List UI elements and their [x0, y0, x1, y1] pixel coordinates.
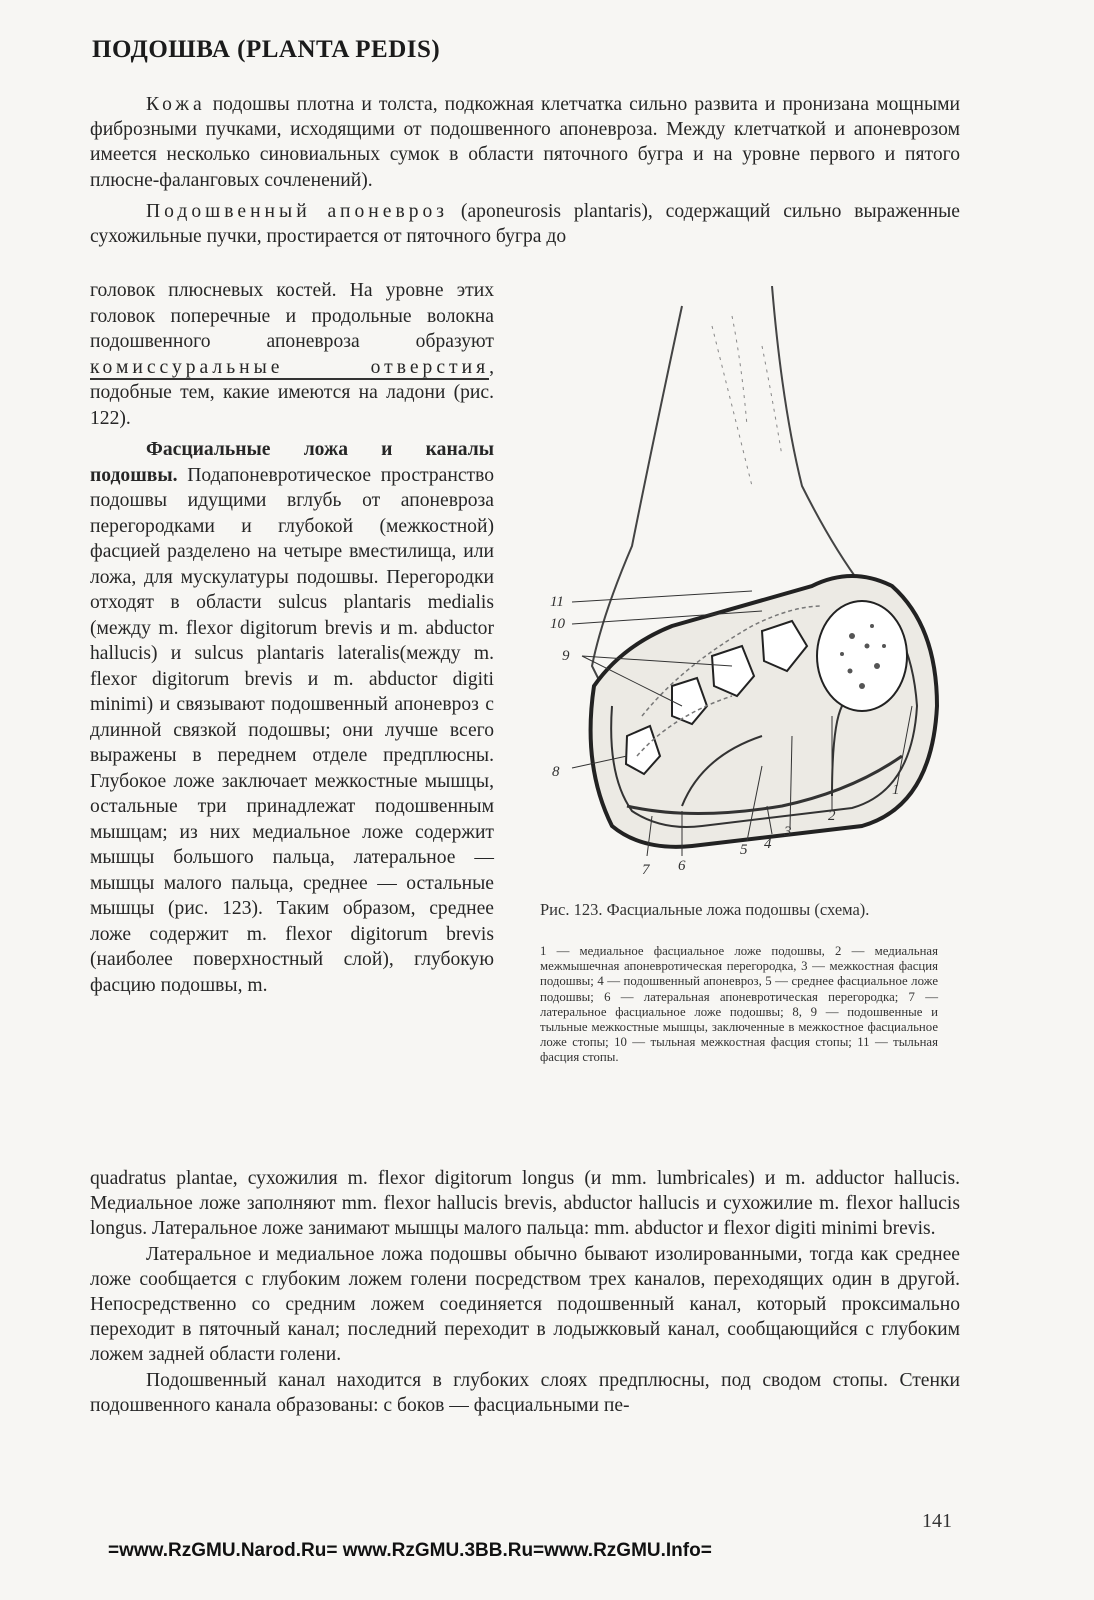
- label-6: 6: [678, 858, 686, 874]
- label-2: 2: [828, 808, 836, 824]
- term-skin: Кожа: [146, 94, 206, 115]
- figure-foot-cross-section: [532, 286, 952, 886]
- figure-caption: Рис. 123. Фасциальные ложа подошвы (схема).: [540, 900, 870, 919]
- term-commissural-openings: комиссуральные отверстия: [90, 356, 490, 378]
- paragraph-skin-text: подошвы плотна и толста, подкожная клетчатка сильно развита и пронизана мощными фиброзными пучками, исходящими от подошвенного апоневроза. Между клетчаткой и апоневрозом имеется несколько синовиальных сумок в области пяточного бугра и на уровне первого и пятого плюсне-фаланговых сочленений).: [90, 94, 960, 191]
- label-9: 9: [562, 648, 570, 664]
- label-5: 5: [740, 842, 748, 858]
- page-number: 141: [922, 1510, 952, 1532]
- paragraph-middle-bed: quadratus plantae, сухожилия m. flexor digitorum longus (и mm. lumbricales) и m. adductor hallucis. Медиальное ложе заполняют mm. flexor hallucis brevis, abductor hallucis и сухожилие m. flexor hallucis longus. Латеральное ложе занимают мышцы малого пальца: mm. abductor и flexor digiti minimi brevis.: [90, 1168, 960, 1240]
- paragraph-channels: Латеральное и медиальное ложа подошвы обычно бывают изолированными, тогда как среднее ложе сообщается с глубоким ложем голени посредством трех каналов, переходящих один в другой. Непосредственно со средним ложем соединяется подошвенный канал, который проксимально переходит в пяточный канал; последний переходит в лодыжковый канал, сообщающийся с глубоким ложем задней области голени.: [90, 1243, 960, 1366]
- paragraph-fascial-beds-text: Подапоневротическое пространство подошвы идущими вглубь от апоневроза перегородками и глубокой (межкостной) фасцией разделено на четыре вместилища, или ложа, для мускулатуры подошвы. Перегородки отходят в области sulcus plantaris medialis (между m. flexor digitorum brevis и m. abductor hallucis) и sulcus plantaris lateralis(между m. flexor digitorum brevis и m. abductor digiti minimi) и связывают подошвенный апоневроз с длинной связкой подошвы; они лучше всего выражены в переднем отделе предплюсны. Глубокое ложе заключает межкостные мышцы, остальные три принадлежат подошвенным мышцам; из них медиальное ложе содержит мышцы большого пальца, латеральное — мышцы малого пальца, среднее — остальные мышцы (рис. 123). Таким образом, среднее ложе содержит m. flexor digitorum brevis (наиболее поверхностный слой), глубокую фасцию подошвы, m.: [90, 464, 494, 996]
- paragraph-fascial-beds: [90, 437, 494, 998]
- label-3: 3: [784, 824, 792, 840]
- paragraph-commissural: головок плюсневых костей. На уровне этих головок поперечные и продольные волокна подошвенного апоневроза образуют комиссуральные отверстия, подобные тем, какие имеются на ладони (рис. 122).: [90, 280, 494, 429]
- page-title: ПОДОШВА (PLANTA PEDIS): [92, 36, 441, 63]
- main-text: [90, 1166, 960, 1418]
- paragraph-plantar-canal: Подошвенный канал находится в глубоких слоях предплюсны, под сводом стопы. Стенки подошвенного канала образованы: с боков — фасциальными пе-: [90, 1369, 960, 1416]
- figure-legend: 1 — медиальное фасциальное ложе подошвы, 2 — медиальная межмышечная апоневротическая перегородка, 3 — межкостная фасция подошвы; 4 — подошвенный апоневроз, 5 — среднее фасциальное ложе подошвы; 6 — латеральная апоневротическая перегородка; 7 — латеральное фасциальное ложе подошвы; 8, 9 — подошвенные и тыльные межкостные мышцы, заключенные в межкостное фасциальное ложе стопы; 10 — тыльная межкостная фасция стопы; 11 — тыльная фасция стопы.: [540, 944, 938, 1065]
- bone-1: [817, 601, 907, 711]
- intro-text: [90, 92, 960, 249]
- paragraph-skin: [90, 92, 960, 193]
- label-7: 7: [642, 862, 650, 878]
- label-4: 4: [764, 836, 772, 852]
- footer-watermark-links: =www.RzGMU.Narod.Ru= www.RzGMU.3BB.Ru=www.RzGMU.Info=: [108, 1540, 712, 1561]
- term-aponeurosis: Подошвенный апоневроз: [146, 200, 449, 222]
- section-heading: Фасциальные ложа и каналы подошвы.: [90, 439, 494, 486]
- paragraph-aponeurosis-text: (aponeurosis plantaris), содержащий сильно выраженные сухожильные пучки, простирается от пяточного бугра до: [90, 200, 961, 248]
- label-11: 11: [550, 594, 564, 610]
- label-8: 8: [552, 764, 560, 780]
- paragraph-aponeurosis: [90, 199, 960, 249]
- label-1: 1: [892, 782, 900, 798]
- skin-texture: [712, 316, 782, 486]
- label-10: 10: [550, 616, 565, 632]
- leg-outline-right: [772, 286, 862, 586]
- left-column: [90, 278, 494, 998]
